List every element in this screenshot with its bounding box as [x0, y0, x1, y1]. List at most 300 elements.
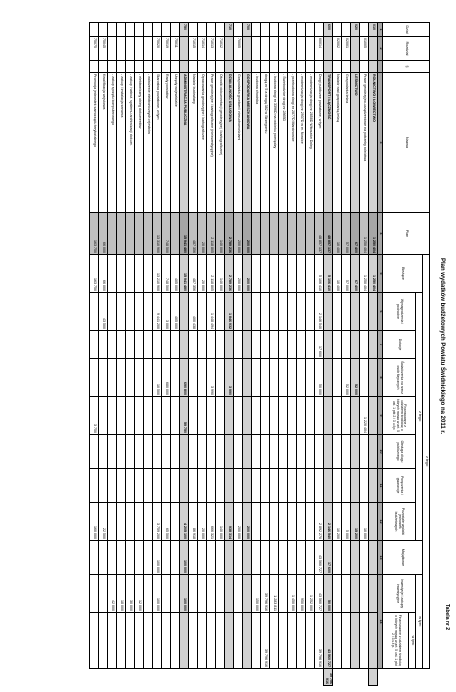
table-cell	[243, 541, 252, 575]
row-name-cell: - budowa drogi nr 3396D na odcinku pomiędzy	[270, 73, 279, 213]
table-cell	[243, 61, 252, 73]
table-cell	[216, 359, 225, 397]
table-cell	[216, 397, 225, 435]
table-cell	[135, 359, 144, 397]
table-cell	[369, 435, 378, 469]
table-cell	[135, 613, 144, 669]
table-cell	[99, 613, 108, 669]
table-cell	[99, 23, 108, 37]
table-cell	[342, 575, 351, 613]
table-cell	[252, 435, 261, 469]
table-cell	[171, 541, 180, 575]
table-row	[216, 23, 225, 686]
table-cell: 700	[243, 23, 252, 37]
table-cell	[306, 331, 315, 359]
table-cell: 43 560 727	[324, 613, 333, 669]
table-cell	[144, 255, 153, 293]
row-name-cell: Nadzór nad gospodarką leśną	[333, 73, 342, 213]
column-number: 11	[378, 469, 383, 503]
table-cell	[117, 359, 126, 397]
table-cell	[126, 61, 135, 73]
table-cell	[252, 541, 261, 575]
table-cell	[108, 541, 117, 575]
table-cell	[297, 23, 306, 37]
table-cell	[279, 575, 288, 613]
table-cell: 405 000	[171, 293, 180, 331]
table-cell	[261, 213, 270, 255]
table-cell: 020	[351, 23, 360, 37]
table-cell: 13 210 900	[153, 255, 162, 293]
table-row	[342, 23, 351, 686]
row-name-cell: TRANSPORT I ŁĄCZNOŚĆ	[324, 73, 333, 213]
table-cell	[225, 541, 234, 575]
table-cell: 02001	[342, 37, 351, 61]
table-cell	[369, 61, 378, 73]
table-cell: 200 000	[243, 255, 252, 293]
row-name-cell: - budowa chodnika	[252, 73, 261, 213]
table-cell: 710	[225, 23, 234, 37]
table-cell	[153, 435, 162, 469]
table-cell	[207, 613, 216, 669]
table-cell	[360, 61, 369, 73]
header-biezace: Bieżące	[383, 255, 423, 293]
table-cell	[117, 435, 126, 469]
section-row	[225, 23, 234, 686]
table-cell: 20 000	[198, 255, 207, 293]
column-number: 3	[378, 73, 383, 213]
table-cell	[279, 213, 288, 255]
table-cell	[225, 37, 234, 61]
table-cell	[333, 541, 342, 575]
table-cell	[288, 255, 297, 293]
table-cell: 140 000	[216, 503, 225, 541]
table-row	[99, 23, 108, 686]
table-cell: 01005	[360, 37, 369, 61]
table-cell	[270, 503, 279, 541]
table-cell	[162, 541, 171, 575]
table-cell	[90, 23, 99, 37]
table-cell: 100 000	[180, 575, 189, 613]
table-cell	[279, 61, 288, 73]
table-row	[270, 23, 279, 686]
table-cell	[351, 575, 360, 613]
table-row	[315, 23, 324, 686]
table-cell	[324, 359, 333, 397]
table-cell: 2 146 540	[315, 293, 324, 331]
table-cell	[99, 469, 108, 503]
table-cell: 100 000	[180, 541, 189, 575]
table-cell	[342, 23, 351, 37]
table-cell	[351, 397, 360, 435]
table-cell	[90, 435, 99, 469]
row-name-cell: - Świebodzice drogi nr 2865D	[279, 73, 288, 213]
table-cell	[360, 23, 369, 37]
table-cell	[225, 435, 234, 469]
table-cell	[252, 23, 261, 37]
header-poreczenia: Poręczenia i gwarancje	[383, 469, 416, 503]
table-cell	[243, 37, 252, 61]
table-cell	[234, 541, 243, 575]
table-cell: 10 000	[360, 503, 369, 541]
table-cell	[198, 61, 207, 73]
table-cell: 67 400	[351, 255, 360, 293]
column-number: 13	[378, 541, 383, 575]
table-cell: 1 250 404	[369, 255, 378, 293]
header-z-tego: z tego:	[423, 255, 430, 669]
table-cell	[117, 213, 126, 255]
table-row	[135, 23, 144, 686]
table-cell	[306, 397, 315, 435]
row-name-cell: ADMINISTRACJA PUBLICZNA	[180, 73, 189, 213]
row-name-cell: Drogi publiczne powiatowe, w tym:	[315, 73, 324, 213]
table-cell: 71014	[198, 37, 207, 61]
table-cell	[261, 293, 270, 331]
table-cell	[261, 541, 270, 575]
table-cell: 71013	[207, 37, 216, 61]
table-row	[189, 23, 198, 686]
table-cell	[117, 23, 126, 37]
row-name-cell: - modernizacja drogi nr 2858D Witoszów Dolny	[306, 73, 315, 213]
table-row	[306, 23, 315, 686]
table-cell	[144, 469, 153, 503]
table-cell: 680 000	[162, 359, 171, 397]
table-cell: 666 321	[207, 503, 216, 541]
table-cell	[306, 435, 315, 469]
column-number: 6	[378, 293, 383, 331]
table-cell	[144, 397, 153, 435]
table-cell	[180, 469, 189, 503]
table-cell	[261, 503, 270, 541]
table-cell	[252, 213, 261, 255]
table-cell	[108, 213, 117, 255]
table-cell	[306, 37, 315, 61]
header-w-tym: w tym:	[409, 613, 416, 669]
row-name-cell: Gospodarka gruntami i nieruchomościami	[234, 73, 243, 213]
table-cell	[99, 541, 108, 575]
table-cell: 71015	[189, 37, 198, 61]
table-cell	[288, 435, 297, 469]
table-cell	[243, 435, 252, 469]
table-cell	[360, 435, 369, 469]
table-cell	[288, 503, 297, 541]
table-cell	[369, 359, 378, 397]
table-cell	[297, 397, 306, 435]
table-cell	[90, 293, 99, 331]
row-name-cell: Nadzór budowlany	[189, 73, 198, 213]
table-cell	[297, 541, 306, 575]
table-cell	[234, 469, 243, 503]
table-cell	[108, 61, 117, 73]
table-cell	[288, 293, 297, 331]
table-row	[144, 23, 153, 686]
table-cell	[288, 213, 297, 255]
table-cell	[189, 23, 198, 37]
table-cell	[234, 293, 243, 331]
section-row	[243, 23, 252, 686]
table-cell: 200 000	[243, 503, 252, 541]
table-cell	[288, 359, 297, 397]
row-name-cell: - przebudowa drogi nr 2877D Marcinowice	[288, 73, 297, 213]
table-cell	[126, 331, 135, 359]
table-cell: 13 310 900	[153, 213, 162, 255]
table-cell: 60014	[315, 37, 324, 61]
table-cell: 938 314	[225, 503, 234, 541]
table-cell	[135, 397, 144, 435]
table-cell	[117, 37, 126, 61]
table-cell: 52 000	[342, 359, 351, 397]
table-cell	[117, 255, 126, 293]
table-cell	[117, 293, 126, 331]
table-cell	[270, 397, 279, 435]
table-cell	[126, 23, 135, 37]
table-cell	[126, 255, 135, 293]
table-cell: 30 000	[126, 575, 135, 613]
table-cell: 3 759 200	[153, 503, 162, 541]
table-cell	[333, 293, 342, 331]
table-cell: 2 118 805	[207, 255, 216, 293]
table-cell: 5 106 410	[315, 255, 324, 293]
table-cell: 43 560 727	[315, 575, 324, 613]
table-cell	[243, 397, 252, 435]
table-cell	[306, 541, 315, 575]
table-cell: 2 789 236	[225, 213, 234, 255]
table-cell	[306, 61, 315, 73]
table-cell	[144, 293, 153, 331]
table-cell	[297, 503, 306, 541]
table-cell	[243, 331, 252, 359]
table-cell	[279, 613, 288, 669]
table-cell	[306, 255, 315, 293]
table-cell	[99, 331, 108, 359]
row-name-cell: ROLNICTWO I ŁOWIECTWO	[369, 73, 378, 213]
table-cell	[216, 293, 225, 331]
table-row	[153, 23, 162, 686]
table-cell: 163 750	[90, 255, 99, 293]
row-name-cell: DZIAŁALNOŚĆ USŁUGOWA	[225, 73, 234, 213]
table-cell: 1 250 404	[360, 213, 369, 255]
table-cell	[297, 359, 306, 397]
row-name-cell: - elektroniczny obieg dokumentów	[135, 73, 144, 213]
table-cell: 15 941 480	[180, 213, 189, 255]
header-plan: Plan	[383, 213, 430, 255]
table-cell	[270, 613, 279, 669]
table-cell	[252, 397, 261, 435]
table-cell	[126, 359, 135, 397]
table-cell	[90, 331, 99, 359]
table-cell	[162, 331, 171, 359]
table-cell	[306, 469, 315, 503]
table-cell	[108, 469, 117, 503]
table-cell	[351, 331, 360, 359]
table-cell	[252, 469, 261, 503]
table-cell	[90, 359, 99, 397]
table-cell	[225, 397, 234, 435]
table-cell: 17 600	[324, 541, 333, 575]
table-cell	[126, 37, 135, 61]
table-cell: 75075	[90, 37, 99, 61]
table-cell	[135, 331, 144, 359]
table-cell	[351, 37, 360, 61]
table-cell	[333, 435, 342, 469]
table-cell	[153, 61, 162, 73]
table-cell	[351, 541, 360, 575]
table-cell	[90, 575, 99, 613]
table-cell	[306, 613, 315, 669]
header-majatkowe: Majątkowe	[383, 541, 423, 575]
table-cell	[333, 575, 342, 613]
table-cell: 1 220 404	[360, 397, 369, 435]
column-number	[378, 61, 383, 73]
table-cell: 100 000	[153, 541, 162, 575]
table-cell	[342, 61, 351, 73]
table-cell	[180, 613, 189, 669]
table-cell	[171, 435, 180, 469]
table-cell	[324, 397, 333, 435]
table-cell	[207, 435, 216, 469]
table-cell	[279, 435, 288, 469]
table-body	[90, 23, 383, 686]
table-cell	[360, 613, 369, 669]
table-cell	[270, 213, 279, 255]
table-cell: 10 500	[153, 359, 162, 397]
table-cell	[153, 469, 162, 503]
table-cell	[306, 23, 315, 37]
table-cell	[225, 469, 234, 503]
table-cell: 5 106 410	[324, 255, 333, 293]
table-cell: 150 000	[252, 575, 261, 613]
row-name-cell: Rady powiatów	[162, 73, 171, 213]
table-cell: 42 000	[108, 575, 117, 613]
table-cell: 1 448 494	[207, 293, 216, 331]
table-cell	[189, 435, 198, 469]
table-cell	[171, 331, 180, 359]
table-cell	[315, 23, 324, 37]
table-cell	[234, 23, 243, 37]
table-cell	[162, 575, 171, 613]
table-cell: 50 000	[315, 359, 324, 397]
table-cell: 3 990	[207, 359, 216, 397]
table-cell	[261, 331, 270, 359]
table-cell: 66 000	[99, 255, 108, 293]
table-cell	[216, 61, 225, 73]
table-cell: 487 356	[189, 255, 198, 293]
table-label: Tabela nr 2	[444, 604, 450, 631]
column-number: 4	[378, 213, 383, 255]
table-cell	[306, 213, 315, 255]
table-cell	[243, 359, 252, 397]
table-cell	[90, 613, 99, 669]
table-cell	[144, 541, 153, 575]
table-cell	[198, 575, 207, 613]
table-cell	[252, 37, 261, 61]
table-cell: 17 600	[315, 331, 324, 359]
table-cell: 3 990	[225, 359, 234, 397]
table-cell	[279, 359, 288, 397]
header-dotacje: Dotacje	[383, 331, 416, 359]
table-cell	[369, 669, 378, 686]
table-cell	[252, 293, 261, 331]
table-cell	[108, 293, 117, 331]
table-cell	[135, 255, 144, 293]
table-cell	[270, 435, 279, 469]
table-cell	[369, 293, 378, 331]
table-cell: 1 283 811	[270, 575, 279, 613]
table-cell: 748 500	[162, 255, 171, 293]
table-cell	[288, 61, 297, 73]
table-cell	[180, 61, 189, 73]
row-name-cell: Promocja jednostek samorządu terytorialnego	[90, 73, 99, 213]
table-cell	[216, 331, 225, 359]
row-name-cell: Kwalifikacja wojskowa	[99, 73, 108, 213]
table-cell	[153, 397, 162, 435]
table-cell	[261, 435, 270, 469]
table-cell	[360, 331, 369, 359]
table-cell: 48 857 137	[315, 213, 324, 255]
table-cell	[252, 503, 261, 541]
table-cell	[108, 613, 117, 669]
table-cell	[171, 575, 180, 613]
table-cell	[117, 331, 126, 359]
table-cell	[297, 331, 306, 359]
table-cell	[216, 23, 225, 37]
table-cell	[162, 469, 171, 503]
table-cell	[153, 613, 162, 669]
table-cell	[252, 613, 261, 669]
table-cell: 1 450 000	[288, 575, 297, 613]
table-cell	[216, 469, 225, 503]
table-cell	[360, 469, 369, 503]
column-number: 9	[378, 397, 383, 435]
table-cell	[315, 61, 324, 73]
table-cell	[117, 503, 126, 541]
table-cell	[198, 469, 207, 503]
table-cell: 12 000	[135, 575, 144, 613]
table-cell	[279, 331, 288, 359]
table-cell	[297, 435, 306, 469]
table-cell	[270, 293, 279, 331]
table-cell	[252, 331, 261, 359]
table-cell: 10 200	[333, 503, 342, 541]
table-cell: 15 200	[351, 503, 360, 541]
row-name-cell: Opracowania geodezyjne i kartograficzne	[198, 73, 207, 213]
table-cell: 67 400	[351, 213, 360, 255]
table-cell: 748 500	[162, 213, 171, 255]
table-cell: 163 750	[90, 213, 99, 255]
table-row	[90, 23, 99, 686]
table-row	[360, 23, 369, 686]
table-cell	[180, 37, 189, 61]
table-cell: 86 918	[189, 503, 198, 541]
table-cell	[360, 541, 369, 575]
table-cell: 200 000	[243, 213, 252, 255]
table-cell	[297, 255, 306, 293]
table-cell	[198, 435, 207, 469]
table-cell: 66 000	[99, 213, 108, 255]
table-cell	[297, 469, 306, 503]
table-cell	[333, 61, 342, 73]
table-cell	[342, 397, 351, 435]
table-cell	[189, 469, 198, 503]
table-cell: 22 500	[99, 503, 108, 541]
table-cell	[189, 575, 198, 613]
table-cell: 02002	[333, 37, 342, 61]
table-cell	[117, 397, 126, 435]
table-cell	[288, 613, 297, 669]
table-cell: 39 796 916	[261, 575, 270, 613]
table-cell	[108, 255, 117, 293]
table-cell	[216, 435, 225, 469]
table-cell	[369, 469, 378, 503]
